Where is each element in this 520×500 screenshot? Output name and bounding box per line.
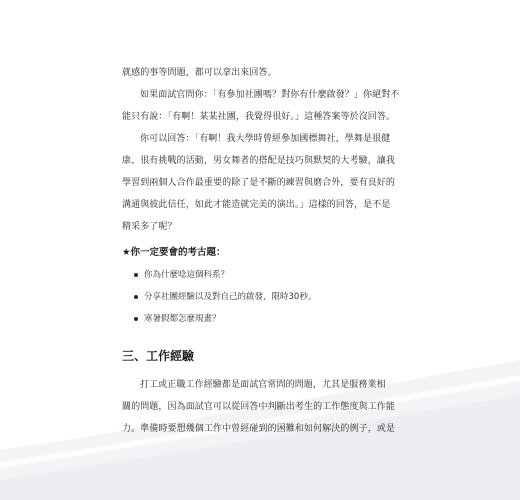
question-text: 寒暑假都怎麼規畫？ [144,314,221,324]
must-know-questions-list [122,264,407,330]
paragraph-work-experience [122,374,407,440]
page-content [122,62,407,440]
text-line: 溝通與彼此信任，如此才能造就完美的演出。」這樣的回答，是不是 [122,200,391,210]
list-item [134,264,407,286]
paragraph-club-question [122,84,407,128]
text-line: 打工或正職工作經驗都是面試官常問的問題，尤其是服務業相 [140,380,386,390]
must-know-heading-label: 你一定要會的考古題： [130,247,226,258]
bullet-icon [134,317,138,321]
text-line: 學習到兩個人合作最重要的除了是不斷的練習與磨合外，要有良好的 [122,178,396,188]
text-line: 關的問題，因為面試官可以從回答中判斷出考生的工作態度與工作能 [122,402,396,412]
text-line: 力。準備時要想幾個工作中曾經碰到的困難和如何解決的例子，或是 [122,424,396,434]
list-item [134,286,407,308]
text-line: 康、很有挑戰的活動，男女舞者的搭配是技巧與默契的大考驗，讓我 [122,156,396,166]
paragraph-intro-continuation [122,62,407,84]
bullet-icon [134,273,138,277]
question-text: 分享社團經驗以及對自己的啟發，限時30秒。 [144,292,317,302]
text-line: 你可以回答：「有啊！我大學時曾經參加國標舞社，學舞是很健 [140,134,391,144]
text-line: 就感的事等問題，都可以拿出來回答。 [122,68,277,78]
must-know-questions-heading [122,242,407,264]
question-text: 你為什麼唸這個科系？ [144,270,230,280]
star-icon: ★ [122,247,131,258]
text-line: 精采多了呢？ [122,222,177,232]
text-line: 如果面試官問你：「有參加社團嗎？對你有什麼啟發？」你絕對不 [140,90,400,100]
bullet-icon [134,295,138,299]
text-line: 能只有說：「有啊！某某社團，我覺得很好。」這種答案等於沒回答。 [122,112,396,122]
section-title-work-experience: 三、工作經驗 [122,349,195,363]
list-item [134,308,407,330]
paragraph-sample-answer [122,128,407,238]
